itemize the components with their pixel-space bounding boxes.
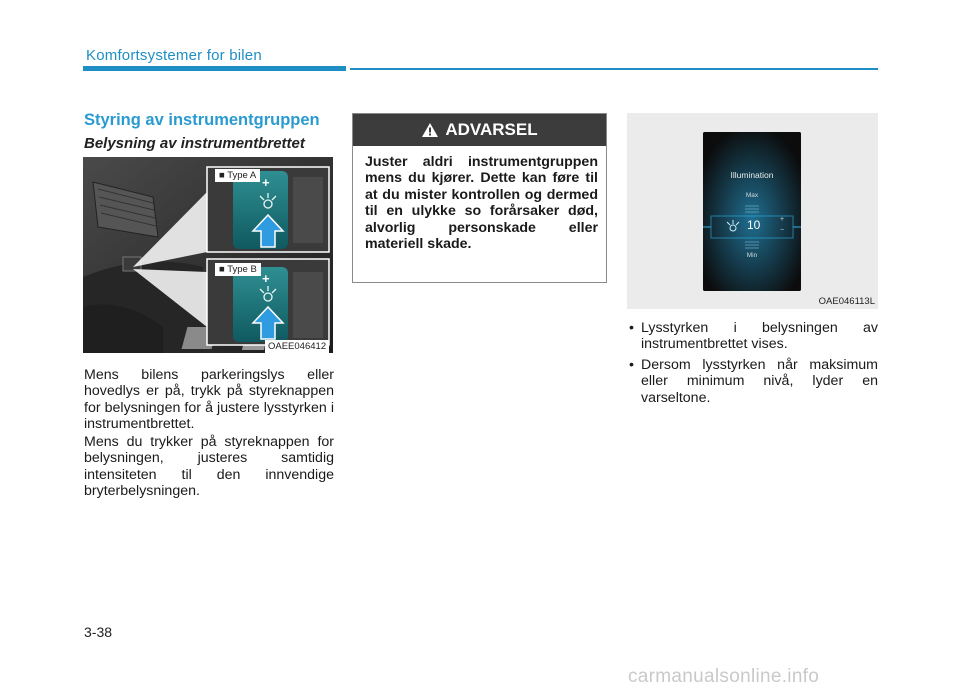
header-rule-thick — [83, 66, 346, 71]
list-item: • Dersom lysstyrken når maksimum eller minimum nivå, lyder en varseltone. — [629, 356, 878, 406]
watermark: carmanualsonline.info — [628, 666, 820, 687]
min-label: Min — [746, 252, 758, 259]
warning-text: Juster aldri instrumentgruppen mens du kjører. Dette kan føre til at du mister kontrollen og dermed til en ulykke so forårsaker død, alvorlig personskade eller materiell skade. — [365, 154, 598, 253]
dashboard-illustration — [83, 157, 333, 353]
warning-triangle-icon — [421, 122, 439, 138]
header-rule-thin — [350, 68, 878, 70]
bullet-dot: • — [629, 320, 634, 336]
type-a-plus-symbol: + — [262, 175, 270, 190]
bullet-list — [627, 320, 878, 410]
warning-header — [353, 114, 606, 146]
max-label: Max — [745, 192, 759, 199]
body-paragraph-2: Mens du trykker på styreknappen for belysningen, justeres samtidig intensiteten til den innvendige bryterbelysningen. — [84, 434, 334, 500]
screen-title: Illumination — [730, 170, 774, 180]
cluster-screen — [703, 132, 801, 291]
body-paragraph-1: Mens bilens parkeringslys eller hovedlys er på, trykk på styreknappen for belysningen for å justere lysstyrken i instrumentbrettet. — [84, 367, 334, 433]
list-item: • Lysstyrken i belysningen av instrumentbrettet vises. — [629, 320, 878, 353]
figure-code: OAEE046412 — [265, 340, 329, 353]
type-b-label: ■ Type B — [215, 263, 261, 276]
type-a-label: ■ Type A — [215, 169, 260, 182]
illumination-display-photo — [627, 113, 878, 309]
page-number: 3-38 — [84, 624, 113, 640]
screen-minus-symbol: − — [780, 227, 785, 234]
warning-heading: ADVARSEL — [445, 120, 538, 139]
illumination-value: 10 — [747, 218, 761, 232]
section-subtitle: Belysning av instrumentbrettet — [84, 135, 305, 152]
warning-box — [352, 113, 607, 283]
type-b-plus-symbol: + — [262, 271, 270, 286]
figure-code: OAE046113L — [818, 296, 875, 307]
chapter-title: Komfortsystemer for bilen — [86, 47, 262, 64]
dashboard-photo — [83, 157, 333, 353]
bullet-dot: • — [629, 356, 634, 373]
section-title: Styring av instrumentgruppen — [84, 111, 320, 129]
screen-plus-symbol: + — [780, 216, 785, 223]
